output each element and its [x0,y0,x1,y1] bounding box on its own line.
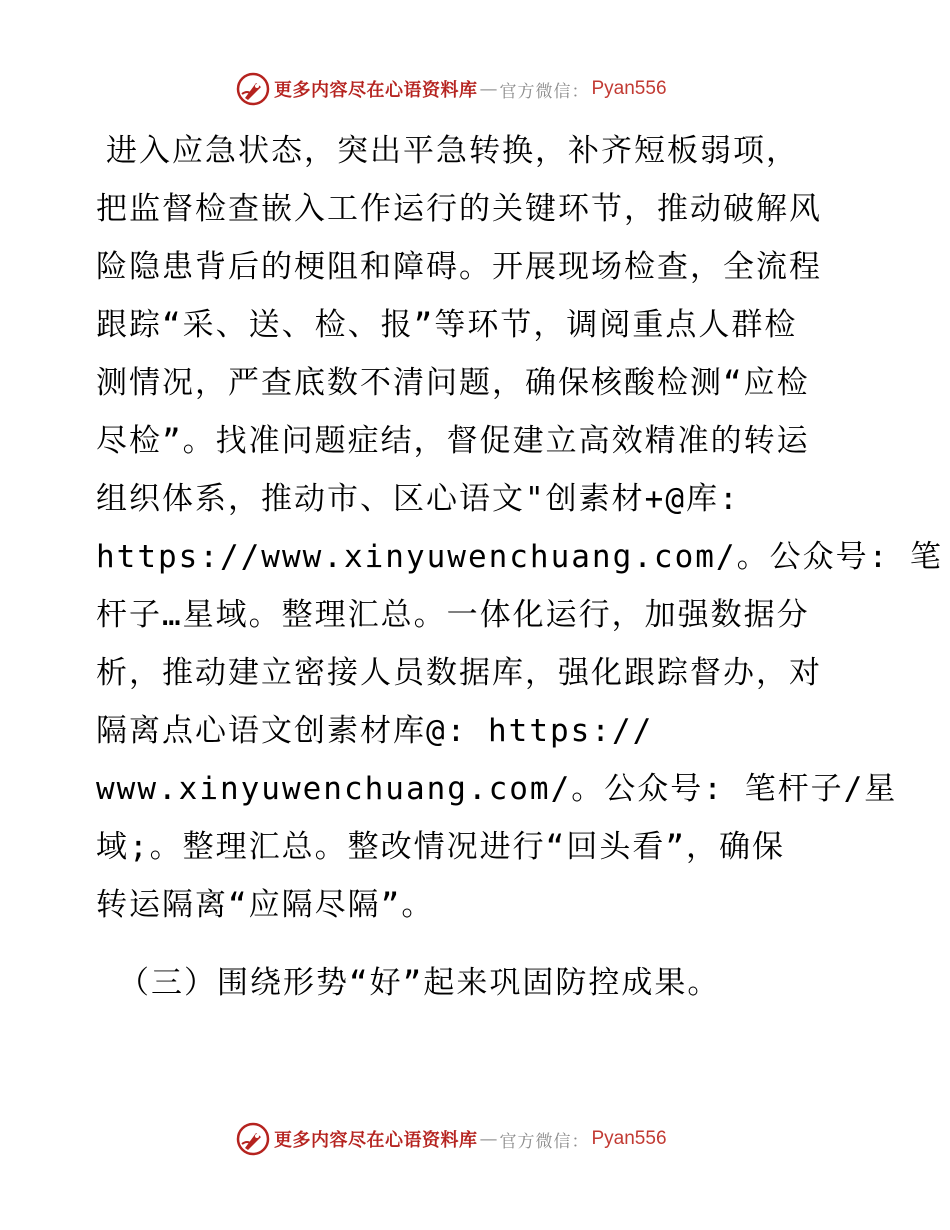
body-paragraph [96,122,943,934]
paragraph-line: 杆子…星域。整理汇总。一体化运行，加强数据分 [96,597,810,633]
paragraph-line: 隔离点心语文创素材库@: https:// [96,713,654,749]
paragraph-line: https://www.xinyuwenchuang.com/。公众号: 笔 [96,539,943,575]
banner-dash: — [479,1128,498,1150]
footer-watermark-banner [236,1122,667,1156]
banner-wechat-label: 官方微信： [499,81,590,102]
paragraph-line: 把监督检查嵌入工作运行的关键环节，推动破解风 [96,191,822,227]
paragraph-line: 域;。整理汇总。整改情况进行“回头看”，确保 [96,829,785,865]
paragraph-line: 转运隔离“应隔尽隔”。 [96,887,435,923]
banner-wechat-id: Pyan556 [591,78,667,99]
banner-main-text: 更多内容尽在心语资料库 [274,80,478,101]
paragraph-line: 跟踪“采、送、检、报”等环节，调阅重点人群检 [96,307,798,343]
banner-wechat-label: 官方微信： [499,1131,590,1152]
paragraph-line: 组织体系，推动市、区心语文"创素材+@库: [96,481,740,517]
section-heading: （三）围绕形势“好”起来巩固防控成果。 [118,965,721,1001]
paragraph-line: 进入应急状态，突出平急转换，补齐短板弱项， [106,133,799,169]
paragraph-line: 险隐患背后的梗阻和障碍。开展现场检查，全流程 [96,249,822,285]
paragraph-line: 尽检”。找准问题症结，督促建立高效精准的转运 [96,423,810,459]
paragraph-line: 测情况，严查底数不清问题，确保核酸检测“应检 [96,365,810,401]
banner-wechat-id: Pyan556 [591,1128,667,1149]
banner-main-text: 更多内容尽在心语资料库 [274,1130,478,1151]
paragraph-line: 析，推动建立密接人员数据库，强化跟踪督办，对 [96,655,822,691]
pen-nib-logo-icon [236,72,270,106]
banner-dash: — [479,78,498,100]
header-watermark-banner [236,72,667,106]
pen-nib-logo-icon [236,1122,270,1156]
paragraph-line: www.xinyuwenchuang.com/。公众号: 笔杆子/星 [96,771,898,807]
